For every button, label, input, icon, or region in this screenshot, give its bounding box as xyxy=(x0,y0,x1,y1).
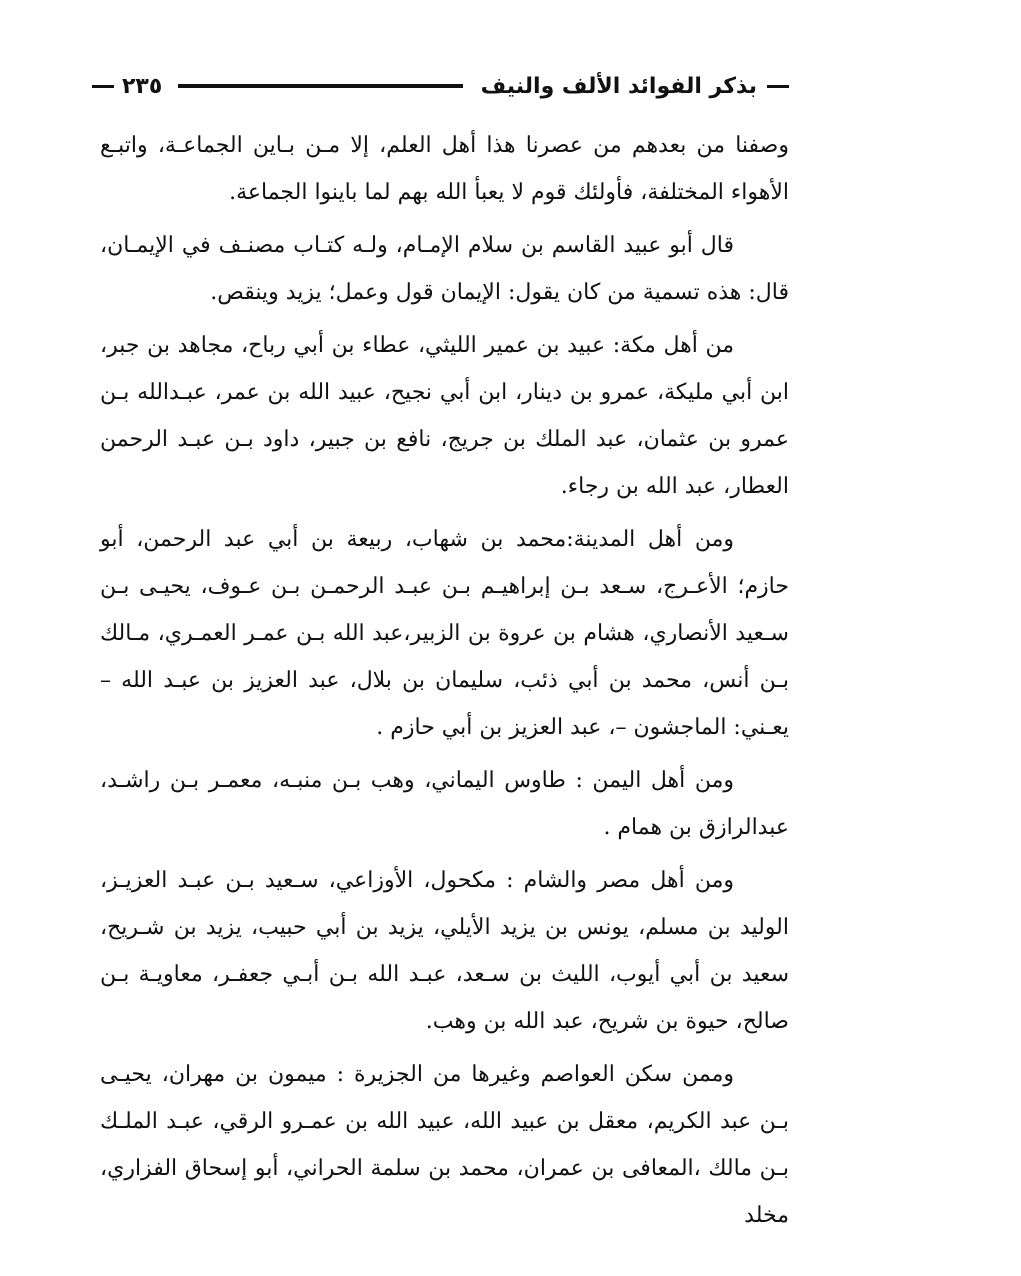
paragraph-intro-continued: وصفنا من بعدهم من عصرنا هذا أهل العلم، إلا مـن بـاين الجماعـة، واتبـع الأهواء المختلفة، فأولئك قوم لا يعبأ الله بهم لما باينوا الجماعة. xyxy=(100,133,789,205)
running-header xyxy=(92,60,789,112)
page-number: ٢٣٥ xyxy=(122,73,163,99)
paragraph-awasim: وممن سكن العواصم وغيرها من الجزيرة : ميمون بن مهران، يحيـى بـن عبد الكريم، معقل بن عبيد الله، عبيد الله بن عمـرو الرقي، عبـد الملـك بـن مالك ،المعافى بن عمران، محمد بن سلمة الحراني، أبو إسحاق الفزاري، مخلد xyxy=(100,1062,789,1228)
paragraph-makkah: من أهل مكة: عبيد بن عمير الليثي، عطاء بن أبي رباح، مجاهد بن جبر، ابن أبي مليكة، عمرو بن دينار، ابن أبي نجيح، عبيد الله بن عمر، عبـدالله بـن عمرو بن عثمان، عبد الملك بن جريج، نافع بن جبير، داود بـن عبـد الرحمن العطار، عبد الله بن رجاء. xyxy=(100,333,789,499)
text-column xyxy=(100,122,789,1245)
paragraph-yemen: ومن أهل اليمن : طاوس اليماني، وهب بـن منبـه، معمـر بـن راشـد، عبدالرازق بن همام . xyxy=(100,768,789,840)
header-rule xyxy=(178,84,462,88)
header-title: بذكر الفوائد الألف والنيف xyxy=(480,73,757,99)
paragraph-abu-ubaid: قال أبو عبيد القاسم بن سلام الإمـام، ولـه كتـاب مصنـف في الإيمـان، قال: هذه تسمية من كان يقول: الإيمان قول وعمل؛ يزيد وينقص. xyxy=(100,233,789,305)
header-dash-left xyxy=(92,85,114,88)
paragraph-madinah: ومن أهل المدينة:محمد بن شهاب، ربيعة بن أبي عبد الرحمن، أبو حازم؛ الأعـرج، سـعد بـن إبراهيـم بـن عبـد الرحمـن بـن عـوف، يحيـى بـن سـعيد الأنصاري، هشام بن عروة بن الزبير،عبد الله بـن عمـر العمـري، مـالك بـن أنس، محمد بن أبي ذئب، سليمان بن بلال، عبد العزيز بن عبـد الله – يعـني: الماجشون –، عبد العزيز بن أبي حازم . xyxy=(100,527,789,740)
paragraph-egypt-sham: ومن أهل مصر والشام : مكحول، الأوزاعي، سـعيد بـن عبـد العزيـز، الوليد بن مسلم، يونس بن يزيد الأيلي، يزيد بن أبي حبيب، يزيد بن شـريح، سعيد بن أبي أيوب، الليث بن سـعد، عبـد الله بـن أبـي جعفـر، معاويـة بـن صالح، حيوة بن شريح، عبد الله بن وهب. xyxy=(100,868,789,1034)
header-dash-right xyxy=(767,85,789,88)
